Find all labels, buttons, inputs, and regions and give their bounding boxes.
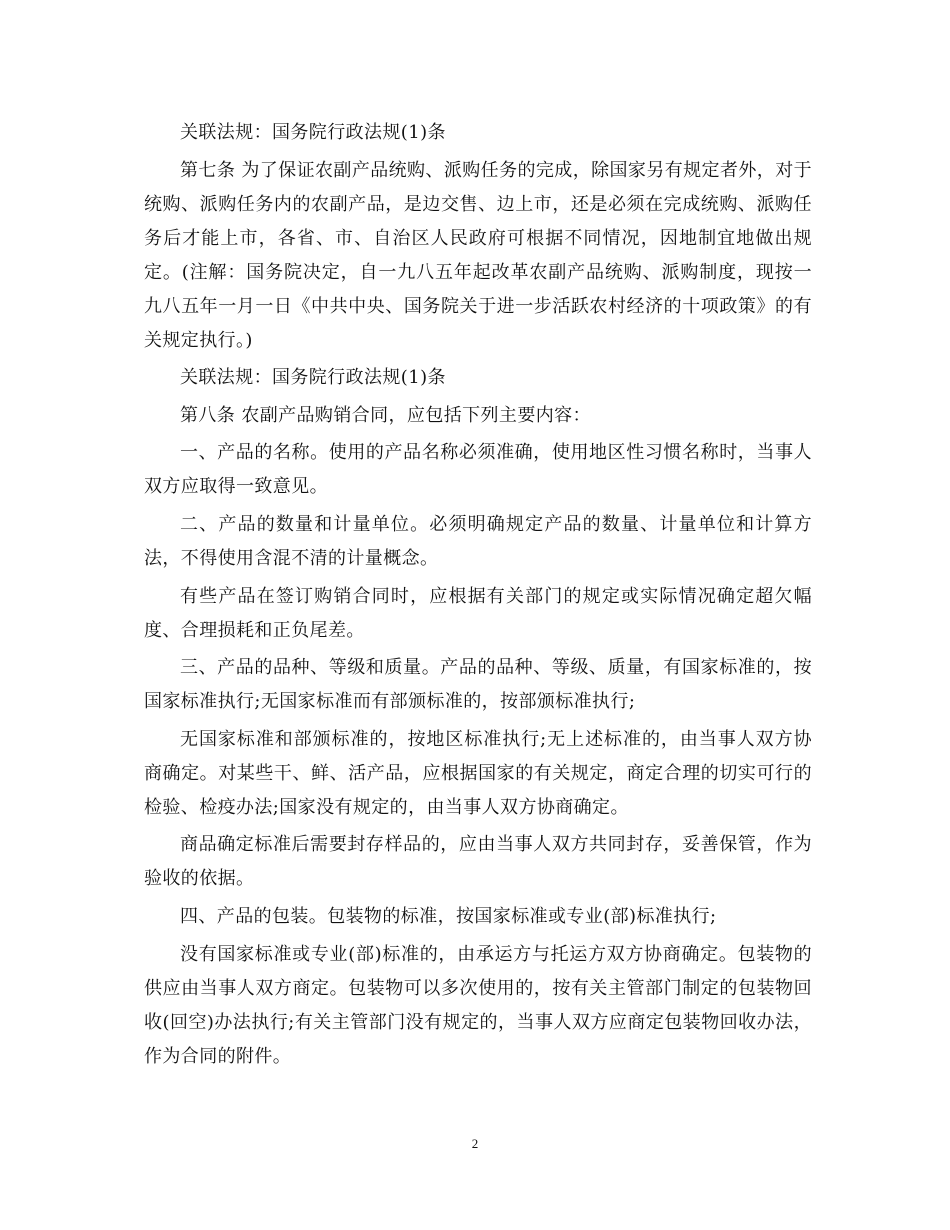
paragraph-quality-standards: 无国家标准和部颁标准的，按地区标准执行;无上述标准的，由当事人双方协商确定。对某些干、鲜、活产品，应根据国家的有关规定，商定合理的切实可行的检验、检疫办法;国家没有规定的，由当事人双方协商确定。 <box>144 728 812 818</box>
paragraph-item-quantity-unit: 二、产品的数量和计量单位。必须明确规定产品的数量、计量单位和计算方法，不得使用含混不清的计量概念。 <box>144 513 812 569</box>
paragraph-packaging-details: 没有国家标准或专业(部)标准的，由承运方与托运方双方协商确定。包装物的供应由当事人双方商定。包装物可以多次使用的，按有关主管部门制定的包装物回收(回空)办法执行;有关主管部门没有规定的，当事人双方应商定包装物回收办法，作为合同的附件。 <box>144 943 812 1067</box>
paragraph-article-8: 第八条 农副产品购销合同，应包括下列主要内容： <box>180 404 591 426</box>
paragraph-sample-sealing: 商品确定标准后需要封存样品的，应由当事人双方共同封存，妥善保管，作为验收的依据。 <box>144 834 812 890</box>
page-number: 2 <box>471 1136 479 1151</box>
paragraph-related-regulations-2: 关联法规：国务院行政法规(1)条 <box>180 367 446 389</box>
document-body <box>144 116 812 1077</box>
paragraph-item-variety-grade-quality: 三、产品的品种、等级和质量。产品的品种、等级、质量，有国家标准的，按国家标准执行;无国家标准而有部颁标准的，按部颁标准执行; <box>144 657 812 713</box>
paragraph-item-product-name: 一、产品的名称。使用的产品名称必须准确，使用地区性习惯名称时，当事人双方应取得一致意见。 <box>144 442 812 498</box>
paragraph-tolerance-note: 有些产品在签订购销合同时，应根据有关部门的规定或实际情况确定超欠幅度、合理损耗和正负尾差。 <box>144 585 812 641</box>
paragraph-related-regulations-1: 关联法规：国务院行政法规(1)条 <box>180 122 446 143</box>
paragraph-article-7: 第七条 为了保证农副产品统购、派购任务的完成，除国家另有规定者外，对于统购、派购任务内的农副产品，是边交售、边上市，还是必须在完成统购、派购任务后才能上市，各省、市、自治区人民政府可根据不同情况，因地制宜地做出规定。(注解：国务院决定，自一九八五年起改革农副产品统购、派购制度，现按一九八五年一月一日《中共中央、国务院关于进一步活跃农村经济的十项政策》的有关规定执行。) <box>144 159 812 351</box>
paragraph-item-packaging: 四、产品的包装。包装物的标准，按国家标准或专业(部)标准执行; <box>180 905 717 927</box>
